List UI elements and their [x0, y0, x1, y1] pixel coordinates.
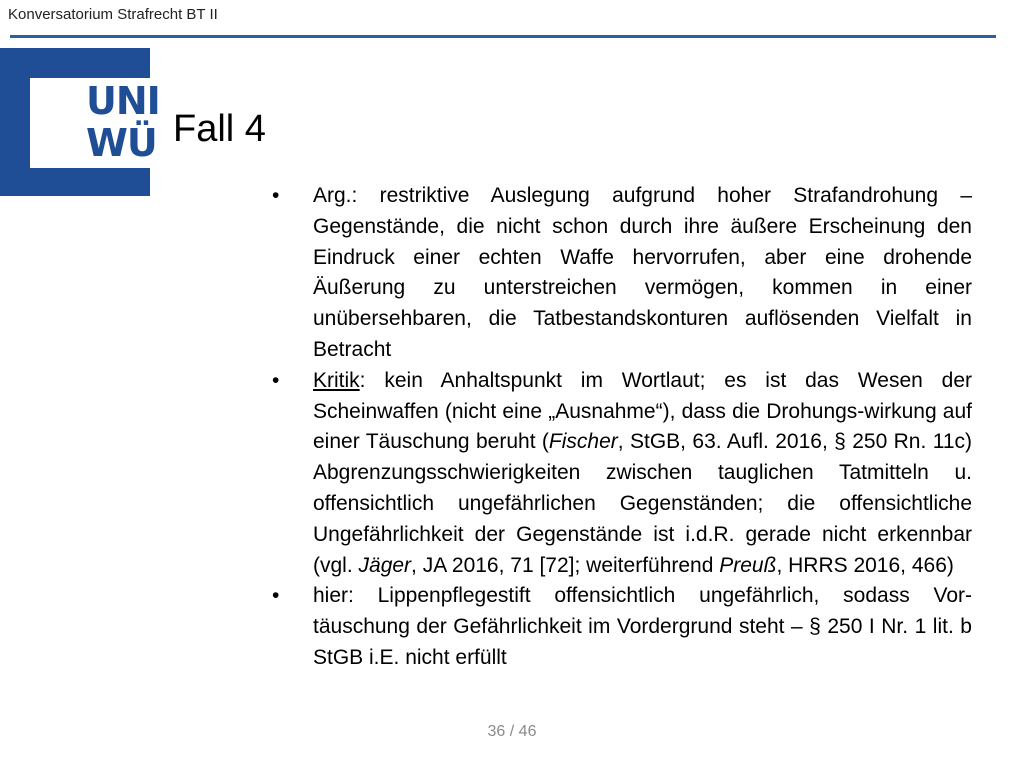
citation-author: Jäger [358, 553, 412, 577]
citation-author: Fischer [548, 430, 618, 454]
header-rule [10, 35, 996, 38]
bullet-item-conclusion [272, 581, 972, 673]
bullet-text-part: , JA 2016, 71 [72]; weiterführend [411, 553, 720, 577]
critique-label: Kritik [313, 368, 360, 392]
bullet-text-part: , HRRS 2016, 466) [776, 553, 954, 577]
bullet-text: hier: Lippenpflegestift offensichtlich ungefährlich, sodass Vor-täuschung der Gefährlichkeit im Vordergrund steht – § 250 I Nr. 1 lit. b StGB i.E. nicht erfüllt [313, 584, 972, 669]
slide-title: Fall 4 [173, 108, 266, 150]
bullet-item-critique [272, 366, 972, 582]
bullet-item-argument [272, 181, 972, 366]
bullet-text-part: , StGB, 63. Aufl. 2016, § 250 Rn. 11c) Abgrenzungsschwierigkeiten zwischen tauglichen Tatmitteln u. offensichtlich ungefährlichen Gegenständen; die offensichtliche Ungefährlichkeit der Gegenstände ist i.d.R. gerade nicht erkennbar (vgl. [313, 430, 973, 577]
page-number: 36 / 46 [487, 723, 537, 740]
bullet-text-part: : kein Anhaltspunkt im Wortlaut; es ist das Wesen der Scheinwaffen (nicht eine „Ausnahme“), dass die Drohungs-wirkung auf einer Täuschung beruht ( [313, 368, 972, 454]
bullet-text: Arg.: restriktive Auslegung aufgrund hoher Strafandrohung – Gegenstände, die nicht schon durch ihre äußere Erscheinung den Eindruck einer echten Waffe hervorrufen, aber eine drohende Äußerung zu unterstreichen vermögen, kommen in einer unübersehbaren, die Tatbestandskonturen auflösenden Vielfalt in Betracht [313, 184, 972, 361]
logo-line-1: UNI [86, 79, 160, 123]
course-title: Konversatorium Strafrecht BT II [8, 6, 218, 23]
bullet-list [272, 181, 972, 674]
logo-line-2: WÜ [86, 121, 157, 165]
logo-wordmark [86, 79, 160, 165]
citation-author: Preuß [719, 553, 777, 577]
